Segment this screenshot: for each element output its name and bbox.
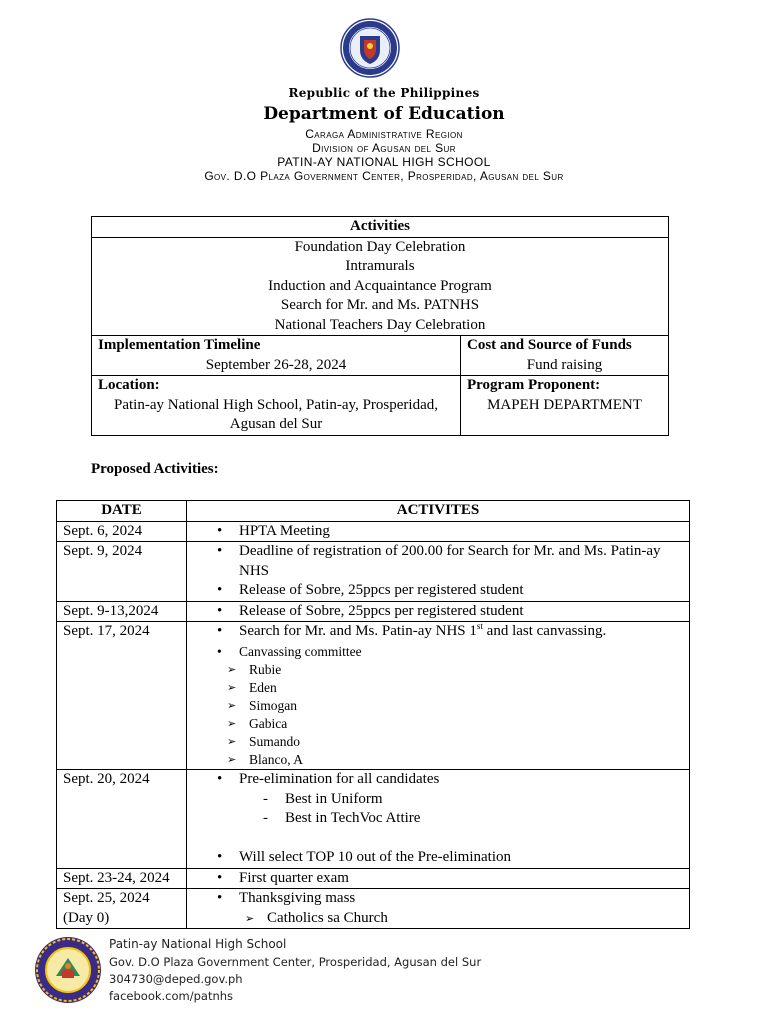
table-row bbox=[57, 521, 690, 542]
footer-email: 304730@deped.gov.ph bbox=[109, 972, 243, 986]
row-date: Sept. 9, 2024 bbox=[57, 542, 187, 602]
row-date: Sept. 20, 2024 bbox=[57, 770, 187, 869]
timeline-label: Implementation Timeline bbox=[98, 337, 261, 353]
list-item bbox=[239, 770, 683, 848]
list-item: • Deadline of registration of 200.00 for Search for Mr. and Ms. Patin-ay NHS bbox=[239, 542, 683, 581]
school-line: PATIN-AY NATIONAL HIGH SCHOOL bbox=[277, 155, 491, 169]
funds-value: Fund raising bbox=[526, 356, 603, 373]
table-row bbox=[57, 868, 690, 889]
column-header-date: DATE bbox=[57, 501, 187, 522]
committee-label: Canvassing committee bbox=[239, 643, 362, 659]
proposed-activities-heading: Proposed Activities: bbox=[91, 461, 219, 477]
row-activities bbox=[187, 521, 690, 542]
location-cell bbox=[92, 376, 461, 436]
row-activities bbox=[187, 601, 690, 622]
activity-item: Induction and Acquaintance Program bbox=[268, 277, 492, 294]
date-line: Sept. 25, 2024 bbox=[63, 890, 150, 906]
list-item bbox=[239, 889, 683, 928]
school-seal-logo bbox=[34, 936, 102, 1004]
proponent-label: Program Proponent: bbox=[467, 377, 601, 393]
list-item: • First quarter exam bbox=[239, 869, 683, 889]
row-activities bbox=[187, 622, 690, 770]
activities-header: Activities bbox=[92, 217, 669, 238]
funds-cell bbox=[461, 336, 669, 376]
list-item: • Release of Sobre, 25ppcs per registered student bbox=[239, 602, 683, 622]
pre-elim-label: Pre-elimination for all candidates bbox=[239, 771, 440, 787]
row-activities bbox=[187, 889, 690, 929]
timeline-value: September 26-28, 2024 bbox=[205, 356, 347, 373]
funds-label: Cost and Source of Funds bbox=[467, 337, 632, 353]
activity-item: Foundation Day Celebration bbox=[294, 238, 466, 255]
canvass-text-tail: and last canvassing. bbox=[482, 623, 607, 639]
row-date: Sept. 6, 2024 bbox=[57, 521, 187, 542]
list-item: • HPTA Meeting bbox=[239, 522, 683, 542]
row-date: Sept. 23-24, 2024 bbox=[57, 868, 187, 889]
row-activities bbox=[187, 542, 690, 602]
committee-member: ➢ Simogan bbox=[249, 697, 683, 715]
activity-item: Search for Mr. and Ms. PATNHS bbox=[280, 297, 480, 313]
row-date bbox=[57, 889, 187, 929]
table-row bbox=[57, 601, 690, 622]
row-date: Sept. 17, 2024 bbox=[57, 622, 187, 770]
committee-member: ➢ Eden bbox=[249, 679, 683, 697]
proponent-cell bbox=[461, 376, 669, 436]
row-activities bbox=[187, 770, 690, 869]
table-row bbox=[57, 770, 690, 869]
department-title: Department of Education bbox=[263, 104, 505, 124]
activities-list-cell bbox=[92, 237, 669, 336]
committee-member: ➢ Rubie bbox=[249, 661, 683, 679]
date-note: (Day 0) bbox=[63, 909, 110, 926]
timeline-cell bbox=[92, 336, 461, 376]
sub-item: - Best in TechVoc Attire bbox=[285, 809, 683, 829]
footer-address: Gov. D.O Plaza Government Center, Prosperidad, Agusan del Sur bbox=[109, 955, 482, 969]
row-date: Sept. 9-13,2024 bbox=[57, 601, 187, 622]
sub-item: - Best in Uniform bbox=[285, 790, 683, 810]
committee-member: ➢ Blanco, A bbox=[249, 751, 683, 769]
republic-title: Republic of the Philippines bbox=[288, 86, 480, 100]
list-item bbox=[239, 622, 683, 642]
proponent-value: MAPEH DEPARTMENT bbox=[487, 396, 642, 413]
row-activities bbox=[187, 868, 690, 889]
sub-item: ➢ Catholics sa Church bbox=[267, 909, 683, 929]
committee-member: ➢ Sumando bbox=[249, 733, 683, 751]
footer-school-name: Patin-ay National High School bbox=[109, 937, 287, 951]
committee-member: ➢ Gabica bbox=[249, 715, 683, 733]
table-row bbox=[57, 889, 690, 929]
table-row bbox=[57, 542, 690, 602]
mass-label: Thanksgiving mass bbox=[239, 890, 356, 906]
activity-summary-table bbox=[91, 216, 669, 436]
schedule-table bbox=[56, 500, 690, 929]
address-line: Gov. D.O Plaza Government Center, Prosperidad, Agusan del Sur bbox=[204, 169, 564, 183]
ordinal-suffix: st bbox=[476, 621, 483, 631]
table-row bbox=[57, 622, 690, 770]
footer bbox=[34, 936, 734, 1008]
region-line: Caraga Administrative Region bbox=[305, 127, 463, 141]
deped-seal-logo bbox=[340, 18, 400, 78]
list-item: • Release of Sobre, 25ppcs per registered student bbox=[239, 581, 683, 601]
location-label: Location: bbox=[98, 377, 160, 393]
division-line: Division of Agusan del Sur bbox=[312, 141, 456, 155]
footer-facebook: facebook.com/patnhs bbox=[109, 989, 234, 1003]
activity-item: Intramurals bbox=[345, 258, 415, 274]
location-value: Patin-ay National High School, Patin-ay, Prosperidad, Agusan del Sur bbox=[114, 396, 438, 432]
activity-item: National Teachers Day Celebration bbox=[274, 316, 486, 333]
list-item bbox=[239, 642, 683, 770]
column-header-activities: ACTIVITES bbox=[187, 501, 690, 522]
list-item: • Will select TOP 10 out of the Pre-elimination bbox=[239, 848, 683, 868]
canvass-text: Search for Mr. and Ms. Patin-ay NHS 1 bbox=[239, 623, 477, 639]
